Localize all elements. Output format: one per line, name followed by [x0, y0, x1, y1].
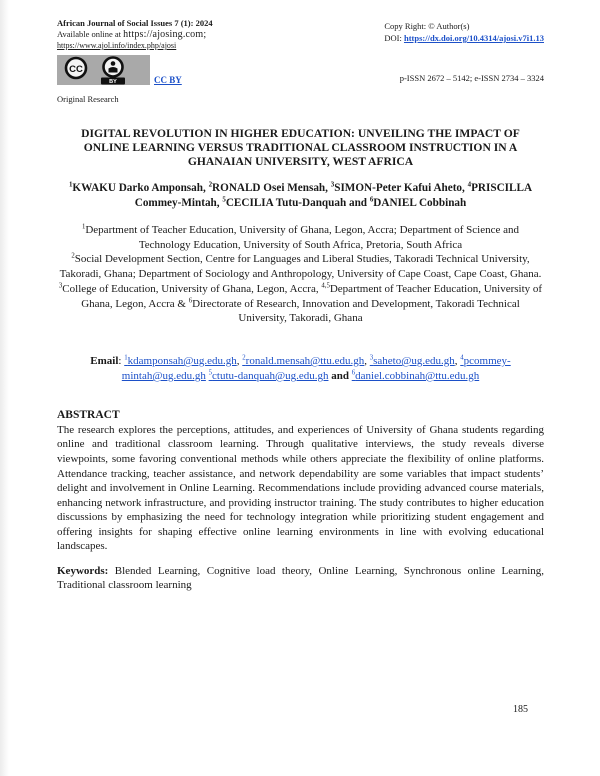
journal-header-left	[57, 18, 213, 51]
superscript-marker: 1	[81, 223, 86, 231]
keywords-line	[57, 564, 544, 593]
text-run: Department of Teacher Education, University of Ghana, Legon, Accra &	[81, 282, 543, 310]
page-edge	[0, 0, 9, 776]
text-run: Blended Learning, Cognitive load theory, Online Learning, Synchronous online Learning, Traditional classroom learning	[57, 564, 544, 592]
journal-name: African Journal of Social Issues 7 (1): 2024	[57, 18, 213, 28]
email-line	[57, 354, 544, 384]
superscript-marker: 6	[188, 296, 193, 304]
copyright-line: Copy Right: © Author(s)	[384, 21, 470, 31]
article-type-label: Original Research	[57, 94, 119, 104]
text-run: and	[328, 369, 352, 382]
abstract-heading: ABSTRACT	[57, 408, 120, 421]
ajol-link[interactable]: https://www.ajol.info/index.php/ajosi	[57, 41, 177, 50]
journal-url: https://ajosing.com;	[123, 29, 207, 40]
superscript-marker: 3	[58, 282, 63, 290]
text-run: CECILIA Tutu-Danquah and	[225, 196, 370, 209]
authors-line	[57, 181, 544, 210]
journal-header-right	[384, 18, 544, 44]
cc-by-badge-icon	[57, 55, 150, 85]
email-link[interactable]: $^2$ronald.mensah@ttu.edu.gh	[242, 354, 365, 367]
cc-badge-cc-label: CC	[69, 64, 83, 75]
superscript-marker: 3	[369, 354, 374, 362]
paper-page	[57, 18, 544, 593]
superscript-marker: 4,5	[321, 282, 330, 290]
email-link[interactable]: $^5$ctutu-danquah@ug.edu.gh	[208, 369, 329, 382]
doi-line	[384, 32, 544, 44]
text-run: Email	[90, 354, 119, 367]
superscript-marker: 4	[467, 180, 472, 189]
available-online-prefix: Available online at	[57, 29, 124, 39]
superscript-marker: 3	[330, 180, 335, 189]
title-line: GHANAIAN UNIVERSITY, WEST AFRICA	[187, 155, 414, 168]
article-title	[57, 127, 544, 169]
text-run: SIMON-Peter Kafui Aheto,	[334, 182, 468, 194]
title-line: ONLINE LEARNING VERSUS TRADITIONAL CLASSROOM INSTRUCTION IN A	[83, 141, 518, 154]
text-run: Social Development Section, Centre for Languages and Liberal Studies, Takoradi Technical University, Takoradi, Ghana; Department of Sociology and Anthropology, University of Cape Coast, Cape Coast, Ghana.	[59, 253, 542, 281]
affiliation	[57, 282, 544, 326]
available-online-line	[57, 29, 213, 40]
doi-link[interactable]: https://dx.doi.org/10.4314/ajosi.v7i1.13	[403, 33, 544, 43]
cc-by-link[interactable]: CC BY	[154, 75, 182, 85]
text-run: College of Education, University of Ghana, Legon, Accra,	[62, 282, 322, 295]
abstract-body: The research explores the perceptions, attitudes, and experiences of University of Ghana students regarding online and traditional classroom learning. Through qualitative interviews, the study reveals diverse viewpoints, some favoring conventional methods while others appreciate the flexibility of online platforms. Attendance tracking, teacher assistance, and network dependability are some variables that impact students’ delight and involvement in Online Learning. Recommendations include providing advanced course materials, enhancing network infrastructure, and providing instructor training. The study contributes to higher education discussions by emphasizing the need for technology integration while prioritizing student engagement and offering insights for shaping effective online learning environments in line with evolving educational landscapes.	[57, 423, 544, 553]
text-run: ,	[454, 354, 461, 367]
text-run: ,	[236, 354, 243, 367]
superscript-marker: 1	[68, 180, 73, 189]
email-link[interactable]: $^1$kdamponsah@ug.edu.gh	[124, 354, 237, 367]
text-run: Keywords:	[57, 564, 109, 577]
title-line: DIGITAL REVOLUTION IN HIGHER EDUCATION: UNVEILING THE IMPACT OF	[81, 127, 520, 140]
superscript-marker: 5	[208, 369, 213, 377]
email-link[interactable]: $^3$saheto@ug.edu.gh	[369, 354, 455, 367]
superscript-marker: 2	[242, 354, 246, 362]
affiliation	[57, 223, 544, 252]
superscript-marker: 4	[460, 354, 464, 362]
email-link[interactable]: $^4$pcommey-mintah@ug.edu.gh	[121, 354, 511, 382]
text-run: DANIEL Cobbinah	[373, 196, 467, 209]
page-number: 185	[513, 704, 528, 715]
text-run: KWAKU Darko Amponsah,	[72, 182, 209, 194]
journal-header	[57, 18, 544, 51]
superscript-marker: 1	[124, 354, 128, 362]
license-issn-row	[57, 55, 544, 85]
text-run: Directorate of Research, Innovation and Development, Takoradi Technical University, Takoradi, Ghana	[192, 297, 520, 325]
email-link[interactable]: $^6$daniel.cobbinah@ttu.edu.gh	[351, 369, 480, 382]
superscript-marker: 6	[369, 194, 374, 203]
affiliations-block	[57, 223, 544, 326]
text-run: RONALD Osei Mensah,	[212, 182, 331, 194]
issn-line: p-ISSN 2672 – 5142; e-ISSN 2734 – 3324	[399, 73, 544, 83]
superscript-marker: 5	[222, 194, 226, 203]
cc-badge-by-label: BY	[109, 79, 117, 85]
text-run: :	[118, 354, 125, 367]
superscript-marker: 2	[71, 252, 75, 260]
text-run: PRISCILLA Commey-Mintah,	[134, 182, 533, 209]
superscript-marker: 2	[208, 180, 213, 189]
doi-label: DOI:	[384, 33, 404, 43]
affiliation	[57, 252, 544, 281]
license-block	[57, 55, 182, 85]
text-run: Department of Teacher Education, University of Ghana, Legon, Accra; Department of Science and Technology Education, University of South Africa, Pretoria, South Africa	[85, 224, 520, 251]
superscript-marker: 6	[351, 369, 356, 377]
text-run: ,	[364, 354, 370, 367]
